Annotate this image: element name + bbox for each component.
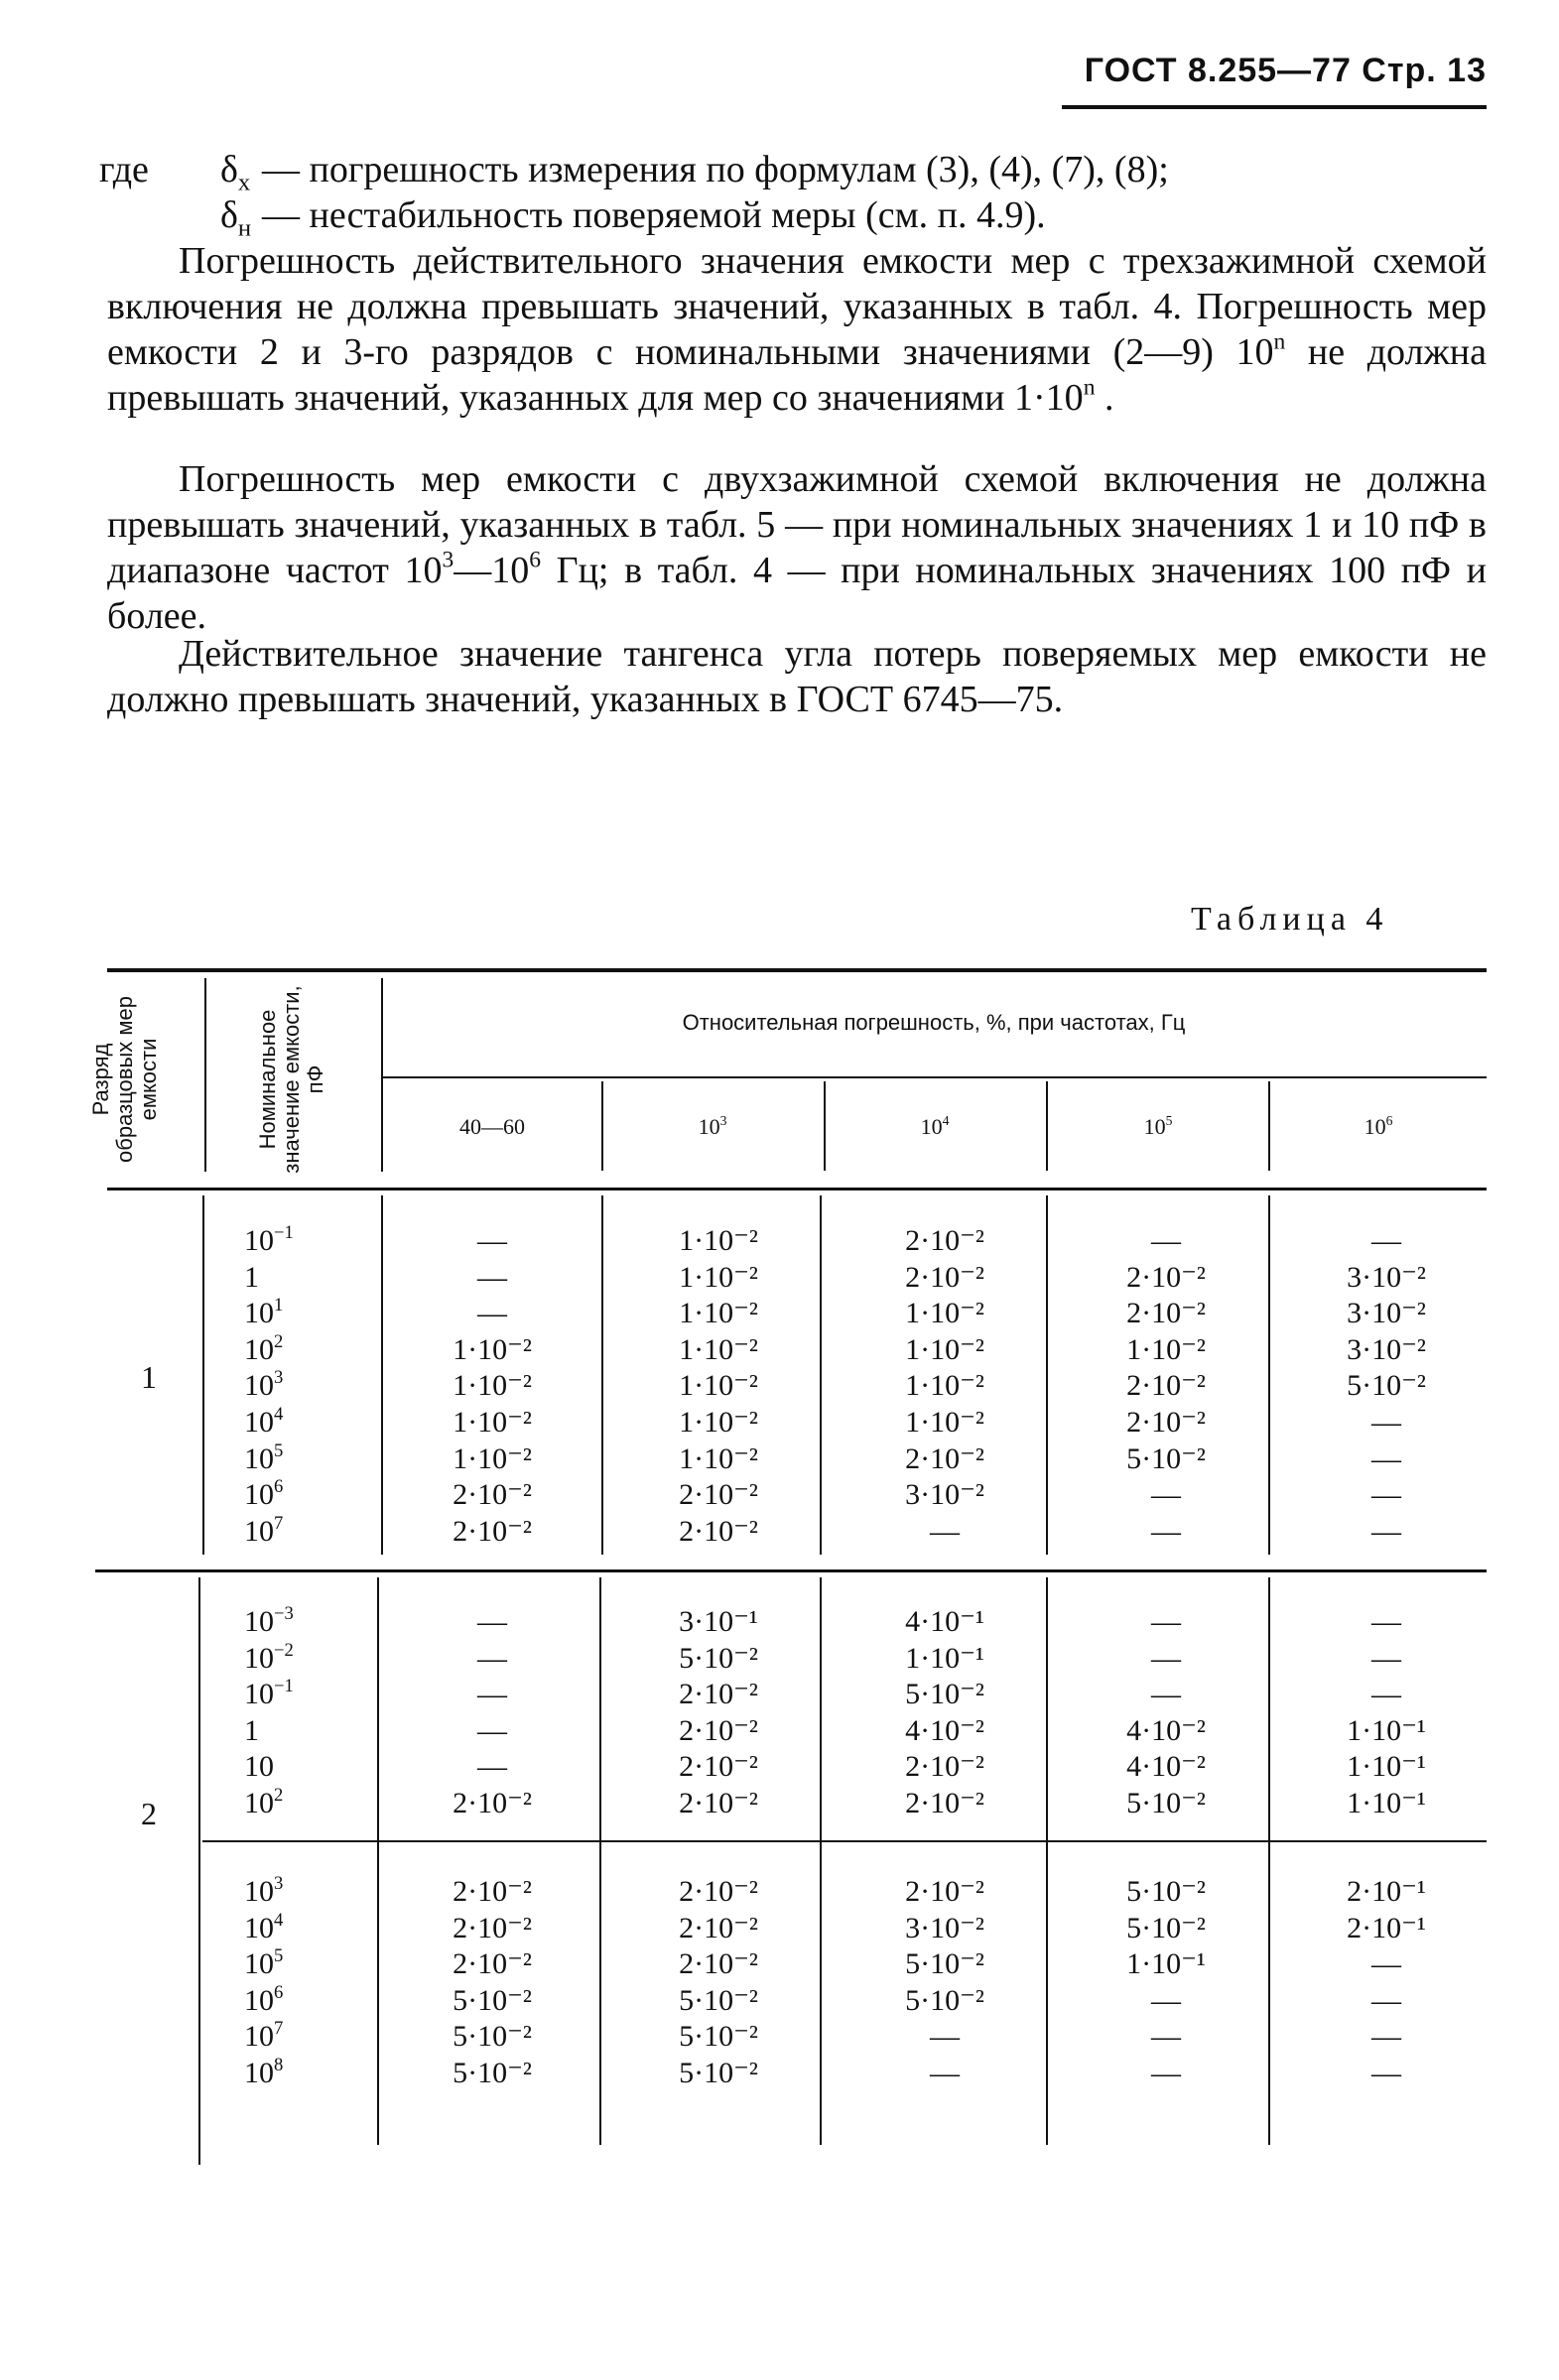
error-value: 2·10⁻² (453, 1911, 532, 1944)
nominal-value: $10^6$ (244, 1476, 284, 1512)
nominal-value: $10^5$ (244, 1440, 284, 1475)
header-nominal: Номинальное значение емкости, пФ (255, 985, 327, 1174)
error-value: 1·10⁻² (905, 1297, 984, 1330)
rank-value: 1 (141, 1359, 157, 1395)
error-value: 5·10⁻² (679, 1641, 758, 1675)
error-value: 1·10⁻² (679, 1441, 758, 1475)
error-value: 2·10⁻² (679, 1947, 758, 1981)
error-value: 5·10⁻² (1126, 1875, 1206, 1908)
error-value: 5·10⁻² (453, 2057, 532, 2089)
error-value: — (1151, 1514, 1181, 1548)
error-value: 1·10⁻² (679, 1297, 758, 1330)
error-value: 2·10⁻² (679, 1514, 758, 1548)
definition-text: — погрешность измерения по формулам (3), (4), (7), (8); (262, 149, 1169, 190)
error-value: — (477, 1750, 507, 1784)
error-value: 1·10⁻² (679, 1406, 758, 1439)
table-caption: Таблица 4 (1191, 901, 1389, 938)
error-value: 1·10⁻¹ (905, 1641, 984, 1675)
error-value: 1·10⁻² (679, 1260, 758, 1294)
paragraph-1: Погрешность действительного значения емкости мер с трехзажимной схемой включения не должна превышать значений, указанных в табл. 4. Погрешность мер емкости 2 и 3-го разрядов с номинальными значениями (2—9) 10$^n$ не должна превышать значений, указанных для мер со значениями $1\cdot 10^n$ . (107, 240, 1487, 419)
error-value: 5·10⁻² (679, 1983, 758, 2017)
error-value: 4·10⁻² (1126, 1713, 1206, 1747)
definition-text: — нестабильность поверяемой меры (см. п. 4.9). (262, 194, 1046, 236)
error-value: 2·10⁻² (679, 1713, 758, 1747)
error-value: 1·10⁻² (453, 1332, 532, 1366)
error-value: — (1371, 1441, 1401, 1475)
error-value: 2·10⁻² (1126, 1297, 1206, 1330)
error-value: 1·10⁻² (1126, 1332, 1206, 1366)
error-value: — (477, 1605, 507, 1638)
error-value: — (1151, 2020, 1181, 2054)
error-value: — (1371, 1406, 1401, 1439)
nominal-value: $10^{-2}$ (244, 1639, 294, 1675)
delta-x-symbol: $\delta_x$ (220, 149, 251, 196)
error-value: — (1371, 1478, 1401, 1512)
nominal-value: $10^1$ (244, 1295, 284, 1330)
error-value: 1·10⁻² (453, 1369, 532, 1403)
frequency-header: $10^5$ (1143, 1113, 1173, 1139)
nominal-value: $10^{-1}$ (244, 1676, 294, 1711)
error-value: 2·10⁻² (679, 1678, 758, 1711)
nominal-value: 10 (244, 1750, 274, 1784)
error-value: — (1371, 1983, 1401, 2017)
error-value: — (477, 1224, 507, 1257)
error-value: — (477, 1678, 507, 1711)
nominal-value: $10^3$ (244, 1367, 284, 1403)
error-value: 2·10⁻² (1126, 1260, 1206, 1294)
error-value: — (1371, 1514, 1401, 1548)
error-value: — (1371, 1224, 1401, 1257)
error-value: 3·10⁻¹ (679, 1605, 758, 1638)
header-rule (1062, 105, 1487, 109)
error-value: 2·10⁻² (453, 1947, 532, 1981)
error-value: 1·10⁻² (905, 1406, 984, 1439)
col-divider (204, 978, 206, 1172)
error-value: — (477, 1713, 507, 1747)
error-value: 2·10⁻² (905, 1224, 984, 1257)
error-value: 1·10⁻² (679, 1332, 758, 1366)
error-value: — (1371, 1605, 1401, 1638)
nominal-value: $10^6$ (244, 1981, 284, 2017)
error-value: 2·10⁻² (679, 1750, 758, 1784)
nominal-value: 1 (244, 1260, 259, 1294)
header-group: Относительная погрешность, %, при частотах, Гц (682, 1010, 1186, 1035)
error-value: — (930, 2057, 960, 2089)
frequency-header: $10^3$ (698, 1113, 727, 1139)
error-value: — (1371, 2057, 1401, 2089)
error-value: — (477, 1297, 507, 1330)
frequency-header: $10^6$ (1364, 1113, 1393, 1139)
error-value: 5·10⁻² (679, 2057, 758, 2089)
where-word: где (99, 149, 149, 190)
table-top-rule (107, 968, 1487, 972)
error-value: 5·10⁻² (1126, 1441, 1206, 1475)
rank-separator-rule (95, 1569, 1487, 1572)
nominal-value: $10^8$ (244, 2054, 284, 2089)
error-value: — (1151, 1224, 1181, 1257)
error-value: 5·10⁻² (1126, 1787, 1206, 1819)
error-value: 2·10⁻² (679, 1911, 758, 1944)
error-value: 2·10⁻² (905, 1441, 984, 1475)
page-header: ГОСТ 8.255—77 Стр. 13 (1084, 52, 1487, 89)
error-value: 1·10⁻² (905, 1369, 984, 1403)
error-value: 5·10⁻² (905, 1983, 984, 2017)
error-value: 2·10⁻² (453, 1787, 532, 1819)
paragraph-3: Действительное значение тангенса угла потерь поверяемых мер емкости не должно превышать значений, указанных в ГОСТ 6745—75. (107, 633, 1487, 720)
paragraph-2: Погрешность мер емкости с двухзажимной схемой включения не должна превышать значений, указанных в табл. 5 — при номинальных значениях 1 и 10 пФ в диапазоне частот $10^3—10^6$ Гц; в табл. 4 — при номинальных значениях 100 пФ и более. (107, 458, 1487, 637)
error-value: 4·10⁻² (1126, 1750, 1206, 1784)
error-value: — (1151, 1641, 1181, 1675)
col-divider (198, 1577, 200, 2165)
error-value: 1·10⁻² (679, 1369, 758, 1403)
error-value: 2·10⁻² (453, 1875, 532, 1908)
error-value: 2·10⁻² (1126, 1369, 1206, 1403)
error-value: 3·10⁻² (905, 1478, 984, 1512)
error-value: — (1371, 1641, 1401, 1675)
error-value: 3·10⁻² (1347, 1297, 1426, 1330)
error-value: 5·10⁻² (453, 1983, 532, 2017)
error-value: 1·10⁻² (679, 1224, 758, 1257)
error-value: 5·10⁻² (453, 2020, 532, 2054)
error-value: 2·10⁻² (905, 1750, 984, 1784)
group-header-rule (381, 1076, 1487, 1078)
col-divider (601, 1195, 603, 1555)
error-value: 2·10⁻² (679, 1787, 758, 1819)
delta-h-symbol: $\delta_н$ (220, 194, 252, 242)
col-divider (599, 1577, 601, 2145)
error-value: 2·10⁻² (453, 1514, 532, 1548)
error-value: 1·10⁻¹ (1347, 1750, 1426, 1784)
definition-delta-h (220, 192, 1046, 242)
error-value: 5·10⁻² (905, 1678, 984, 1711)
error-value: — (477, 1641, 507, 1675)
col-divider (381, 1195, 383, 1555)
error-value: 2·10⁻² (905, 1787, 984, 1819)
error-value: 4·10⁻² (905, 1713, 984, 1747)
error-value: — (930, 2020, 960, 2054)
frequency-header: $10^4$ (920, 1113, 950, 1139)
error-value: 3·10⁻² (905, 1911, 984, 1944)
nominal-value: 1 (244, 1713, 259, 1747)
nominal-value: $10^5$ (244, 1945, 284, 1981)
error-value: 1·10⁻² (453, 1441, 532, 1475)
col-divider (202, 1195, 204, 1555)
error-value: — (1371, 1947, 1401, 1981)
error-value: — (1151, 1983, 1181, 2017)
error-value: 5·10⁻² (1126, 1911, 1206, 1944)
error-value: — (930, 1514, 960, 1548)
nominal-value: $10^2$ (244, 1784, 284, 1819)
frequency-header: 40—60 (459, 1114, 525, 1139)
nominal-value: $10^7$ (244, 2018, 284, 2054)
error-value: 5·10⁻² (1347, 1369, 1426, 1403)
nominal-value: $10^2$ (244, 1330, 284, 1366)
col-divider (377, 1577, 379, 2145)
error-value: 3·10⁻² (1347, 1332, 1426, 1366)
error-value: — (1151, 2057, 1181, 2089)
nominal-value: $10^7$ (244, 1512, 284, 1548)
header-bottom-rule (107, 1188, 1487, 1190)
error-value: 1·10⁻² (453, 1406, 532, 1439)
nominal-value: $10^4$ (244, 1403, 284, 1439)
error-value: 1·10⁻² (905, 1332, 984, 1366)
error-value: 2·10⁻² (453, 1478, 532, 1512)
error-value: — (1151, 1605, 1181, 1638)
error-value: 2·10⁻² (679, 1478, 758, 1512)
error-value: — (477, 1260, 507, 1294)
nominal-value: $10^3$ (244, 1872, 284, 1908)
subgroup-separator-rule (202, 1840, 1487, 1842)
nominal-value: $10^{-3}$ (244, 1602, 294, 1638)
error-value: — (1151, 1478, 1181, 1512)
rank-value: 2 (141, 1796, 157, 1831)
error-value: 2·10⁻² (905, 1875, 984, 1908)
error-value: 2·10⁻² (1126, 1406, 1206, 1439)
error-value: 2·10⁻¹ (1347, 1911, 1426, 1944)
error-value: 1·10⁻¹ (1347, 1713, 1426, 1747)
error-value: 1·10⁻¹ (1126, 1947, 1206, 1981)
col-divider (381, 978, 383, 1172)
header-rank: Разряд образцовых мер емкости (88, 996, 161, 1163)
error-value: 2·10⁻² (679, 1875, 758, 1908)
error-value: 4·10⁻¹ (905, 1605, 984, 1638)
definition-delta-x (99, 147, 1169, 196)
nominal-value: $10^4$ (244, 1909, 284, 1944)
error-value: 3·10⁻² (1347, 1260, 1426, 1294)
error-value: 5·10⁻² (679, 2020, 758, 2054)
error-value: 2·10⁻¹ (1347, 1875, 1426, 1908)
error-value: — (1371, 2020, 1401, 2054)
error-value: 5·10⁻² (905, 1947, 984, 1981)
nominal-value: $10^{-1}$ (244, 1221, 294, 1257)
error-value: — (1151, 1678, 1181, 1711)
error-value: 1·10⁻¹ (1347, 1787, 1426, 1819)
error-value: — (1371, 1678, 1401, 1711)
error-value: 2·10⁻² (905, 1260, 984, 1294)
